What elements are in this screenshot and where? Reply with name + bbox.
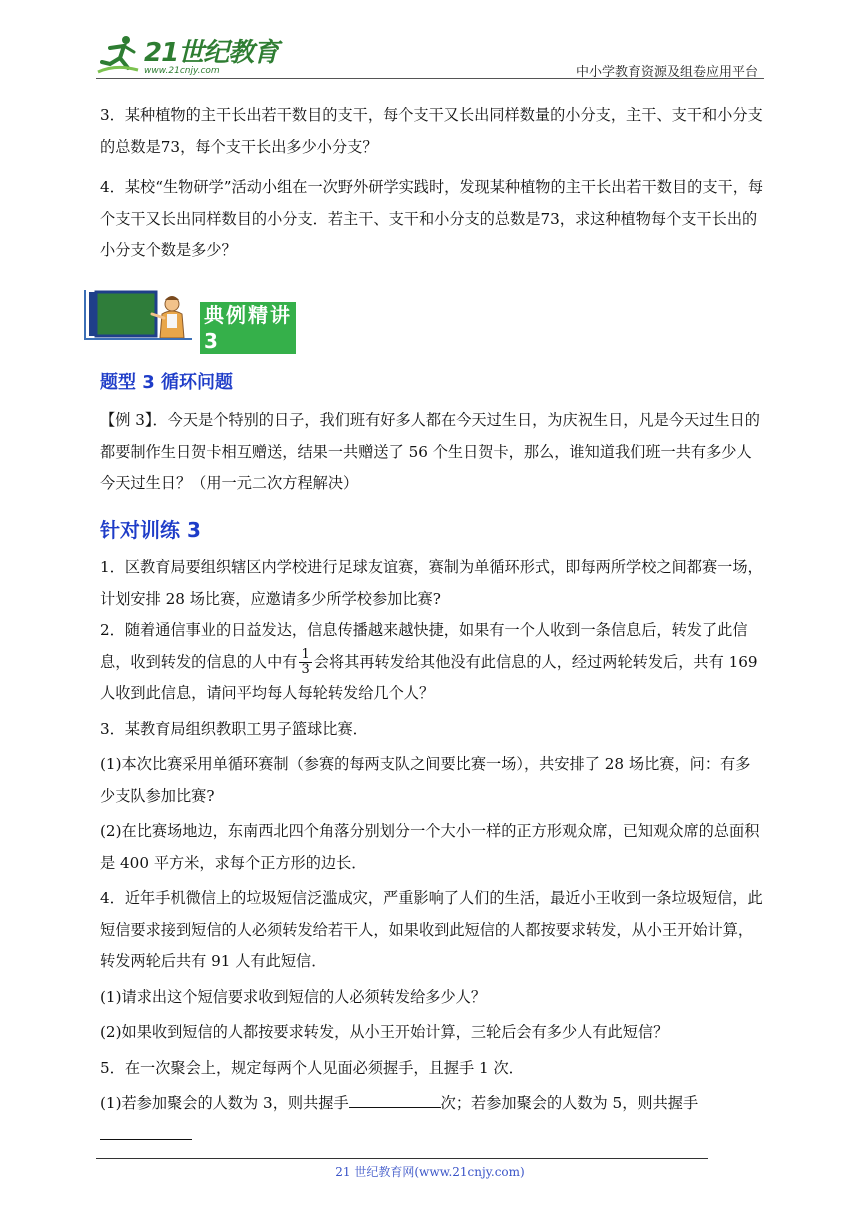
teacher-blackboard-icon [86, 290, 192, 338]
header-divider [96, 78, 764, 79]
training-problems [100, 552, 764, 1151]
training-problem-3-part-1: (1)本次比赛采用单循环赛制（参赛的每两支队之间要比赛一场），共安排了 28 场比赛，问：有多少支队参加比赛? [100, 755, 751, 805]
training-problem-5: 5．在一次聚会上，规定每两个人见面必须握手，且握手 1 次． [100, 1058, 524, 1077]
example-text: 【例 3】．今天是个特别的日子，我们班有好多人都在今天过生日，为庆祝生日，凡是今天过生日的都要制作生日贺卡相互赠送，结果一共赠送了 56 个生日贺卡，那么，谁知道我们班一共有多少人今天过生日？（用一元二次方程解决） [100, 411, 760, 492]
section-banner [84, 290, 296, 353]
problem-2-text-end: 会将其再转发给其他没有此信息的人，经过两轮转发后，共有 169 人收到此信息，请问平均每人每轮转发给几个人？ [100, 652, 758, 702]
platform-name: 中小学教育资源及组卷应用平台 [575, 65, 758, 80]
training-heading: 针对训练 3 [100, 518, 201, 542]
question-type-heading: 题型 3 循环问题 [100, 372, 234, 393]
training-problem-4-part-1: (1)请求出这个短信要求收到短信的人必须转发给多少人？ [100, 987, 487, 1006]
fraction-numerator: 1 [301, 647, 310, 662]
page-footer[interactable]: 21 世纪教育网(www.21cnjy.com) [335, 1165, 525, 1179]
banner-frame [84, 290, 192, 340]
problem-2-text-start: 2．随着通信事业的日益发达，信息传播越来越快捷，如果有一个人收到一条信息后，转发了此信息，收到转发的信息的人中有 [100, 621, 748, 671]
answer-blank-1[interactable] [349, 1091, 441, 1108]
page-header [96, 30, 764, 80]
training-problem-1: 1．区教育局要组织辖区内学校进行足球友谊赛，赛制为单循环形式，即每两所学校之间都赛一场，计划安排 28 场比赛，应邀请多少所学校参加比赛? [100, 558, 763, 608]
fraction-denominator: 3 [301, 662, 310, 677]
training-problem-2 [100, 615, 764, 710]
training-problem-3-part-2: (2)在比赛场地边，东南西北四个角落分别划分一个大小一样的正方形观众席，已知观众席的总面积是 400 平方米，求每个正方形的边长． [100, 822, 760, 872]
logo-title: 21世纪教育 [144, 38, 279, 68]
training-problem-5-part-1 [100, 1088, 764, 1151]
logo-url: www.21cnjy.com [144, 66, 220, 76]
training-problem-4-part-2: (2)如果收到短信的人都按要求转发，从小王开始计算，三轮后会有多少人有此短信？ [100, 1023, 669, 1041]
footer-divider [96, 1158, 708, 1159]
problem-3: 3．某种植物的主干长出若干数目的支干，每个支干又长出同样数量的小分支，主干、支干和小分支的总数是73，每个支干长出多少小分支？ [100, 106, 763, 156]
example-3 [100, 405, 764, 500]
answer-blank-2[interactable] [100, 1123, 192, 1140]
top-problems [100, 100, 764, 267]
fraction-one-third [299, 648, 311, 677]
problem-5-part-1-text-a: (1)若参加聚会的人数为 3，则共握手 [100, 1094, 349, 1112]
section-title: 典例精讲 3 [200, 302, 296, 354]
training-problem-3: 3．某教育局组织教职工男子篮球比赛． [100, 719, 368, 738]
runner-logo-icon [96, 34, 140, 76]
site-logo[interactable] [96, 30, 278, 76]
problem-4: 4．某校“生物研学”活动小组在一次野外研学实践时，发现某种植物的主干长出若干数目的支干，每个支干又长出同样数目的小分支．若主干、支干和小分支的总数是73，求这种植物每个支干长出的小分支个数是多少？ [100, 178, 764, 259]
training-problem-4: 4．近年手机微信上的垃圾短信泛滥成灾，严重影响了人们的生活，最近小王收到一条垃圾短信，此短信要求接到短信的人必须转发给若干人，如果收到此短信的人都按要求转发，从小王开始计算，转发两轮后共有 91 人有此短信． [100, 889, 763, 970]
problem-5-part-1-text-b: 次；若参加聚会的人数为 5，则共握手 [440, 1094, 699, 1112]
